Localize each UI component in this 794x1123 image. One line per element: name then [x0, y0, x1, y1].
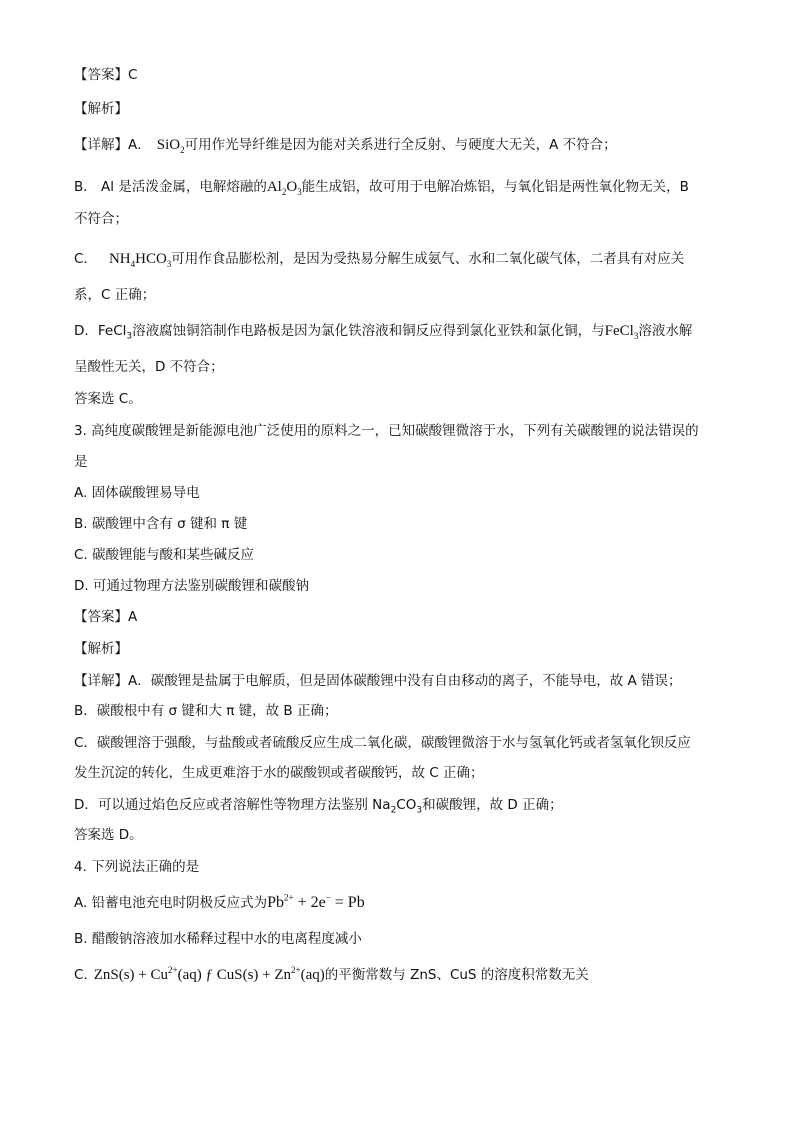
detail-d-text: 溶液腐蚀铜箔制作电路板是因为氯化铁溶液和铜反应得到氯化亚铁和氯化铜，与 [132, 323, 605, 339]
option-b: B. 碳酸锂中含有 σ 键和 π 键 [74, 516, 248, 532]
question-3-stem-line2: 是 [74, 454, 88, 470]
option-d: D. 可通过物理方法鉴别碳酸锂和碳酸钠 [74, 578, 309, 594]
option-c [74, 966, 724, 984]
detail-a-prefix: 【详解】A． [74, 137, 151, 153]
detail-d-prefix: D．可以通过焰色反应或者溶解性等物理方法鉴别 Na [74, 797, 391, 813]
question-4-stem: 4. 下列说法正确的是 [74, 859, 200, 875]
formula-sio2: SiO$_2$ [156, 137, 185, 155]
detail-b-text: 能生成铝，故可用于电解冶炼铝，与氧化铝是两性氧化物无关，B [301, 179, 689, 195]
detail-c-line2: 系，C 正确； [74, 287, 156, 303]
co3-subscript: 3 [416, 805, 423, 816]
detail-b: B．碳酸根中有 σ 键和大 π 键，故 B 正确； [74, 703, 338, 719]
conclusion: 答案选 C。 [74, 391, 142, 407]
detail-c-line2: 发生沉淀的转化，生成更难溶于水的碳酸钡或者碳酸钙，故 C 正确； [74, 765, 484, 781]
formula-pb: $Pb^{2+} + 2e^- = Pb$ [267, 892, 365, 911]
option-b: B. 醋酸钠溶液加水稀释过程中水的电离程度减小 [74, 931, 362, 947]
fecl3-subscript: 3 [126, 331, 133, 342]
option-c: C. 碳酸锂能与酸和某些碱反应 [74, 547, 255, 563]
option-c-prefix: C. [74, 967, 88, 983]
detail-a-text: 可用作光导纤维是因为能对关系进行全反射、与硬度大无关，A 不符合； [184, 137, 617, 153]
detail-c [74, 250, 724, 268]
detail-a [74, 136, 724, 154]
option-a [74, 894, 724, 912]
detail-c: C．碳酸锂溶于强酸，与盐酸或者硫酸反应生成二氧化碳，碳酸锂微溶于水与氢氧化钙或者氢氧化钡反应 [74, 735, 691, 751]
option-c-text: 的平衡常数与 ZnS、CuS 的溶度积常数无关 [324, 967, 589, 983]
detail-b-prefix: B． Al 是活泼金属，电解熔融的 [74, 179, 267, 195]
detail-c-text: 可用作食品膨松剂，是因为受热易分解生成氨气、水和二氧化碳气体，二者具有对应关 [171, 251, 685, 267]
formula-nh4hco3: $NH_4HCO_3$ [108, 251, 172, 269]
formula-zns-equilibrium: $ZnS(s) + Cu^{2+}(aq)$ ƒ $CuS(s) + Zn^{2+}(aq)$ [93, 965, 325, 983]
detail-b-line2: 不符合； [74, 211, 128, 227]
detail-d-tail: 溶液水解 [638, 323, 693, 339]
analysis-label: 【解析】 [74, 101, 128, 117]
detail-c-prefix: C． [74, 251, 97, 267]
detail-d [74, 322, 724, 340]
detail-a: 【详解】A．碳酸锂是盐属于电解质，但是固体碳酸锂中没有自由移动的离子，不能导电，故 A 错误； [74, 673, 682, 689]
analysis-label: 【解析】 [74, 641, 128, 657]
formula-fecl3: FeCl$_3$ [604, 323, 639, 341]
detail-d [74, 796, 724, 814]
detail-d-prefix: D．FeCl [74, 323, 127, 339]
answer-label: 【答案】C [74, 67, 138, 83]
answer-label: 【答案】A [74, 609, 138, 625]
detail-d-text: 和碳酸锂，故 D 正确； [422, 797, 563, 813]
na2co3-subscript: 2 [390, 805, 397, 816]
detail-d-line2: 呈酸性无关，D 不符合； [74, 359, 224, 375]
option-a-text: A. 铅蓄电池充电时阴极反应式为 [74, 895, 268, 911]
formula-al2o3: $Al_2O_3$ [266, 179, 302, 197]
formula-co3: CO [396, 797, 417, 813]
detail-b [74, 178, 724, 196]
question-3-stem: 3. 高纯度碳酸锂是新能源电池广泛使用的原料之一，已知碳酸锂微溶于水，下列有关碳酸锂的说法错误的 [74, 423, 699, 439]
conclusion: 答案选 D。 [74, 827, 143, 843]
option-a: A. 固体碳酸锂易导电 [74, 485, 200, 501]
